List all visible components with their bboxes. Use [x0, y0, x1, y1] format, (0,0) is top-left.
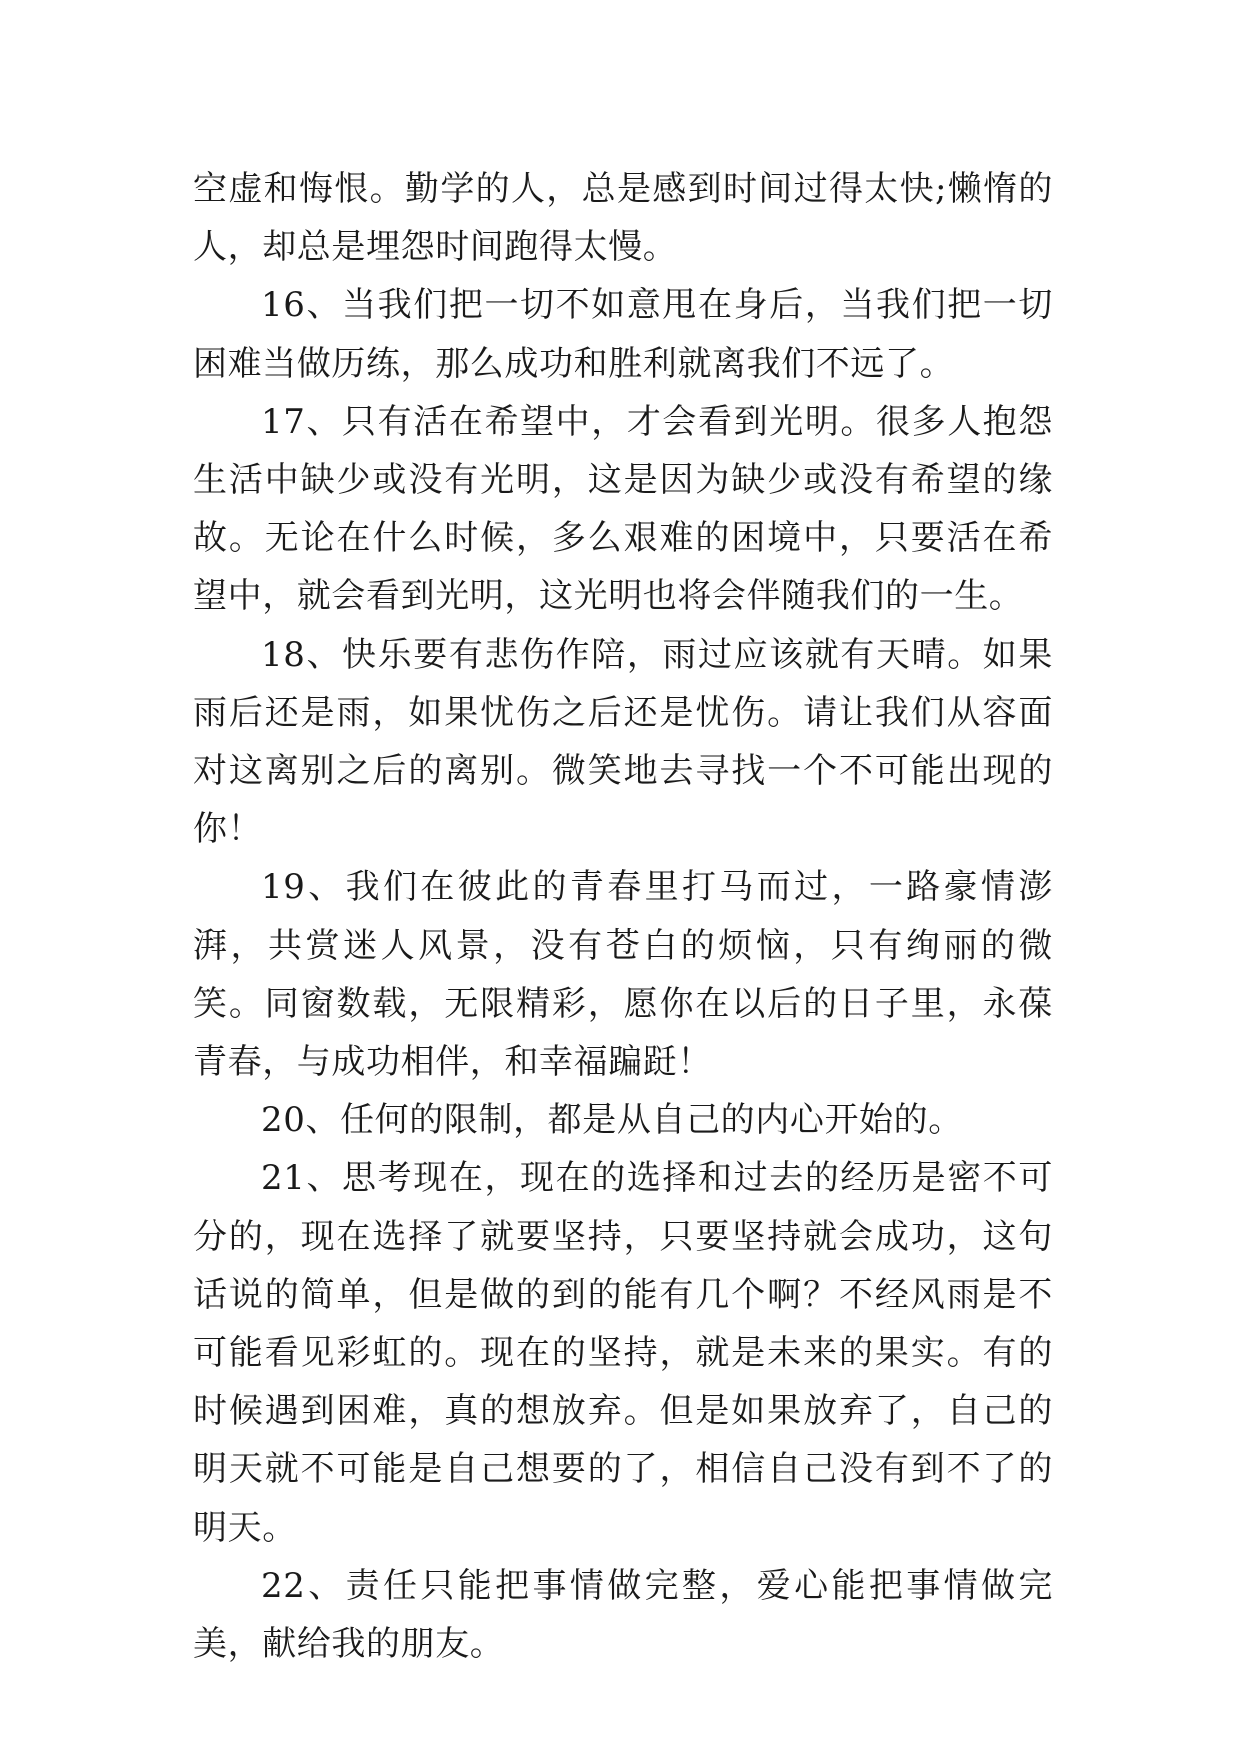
paragraph-continuation: 空虚和悔恨。勤学的人，总是感到时间过得太快;懒惰的人，却总是埋怨时间跑得太慢。: [193, 169, 1053, 268]
paragraph-19: 19、我们在彼此的青春里打马而过，一路豪情澎湃，共赏迷人风景，没有苍白的烦恼，只有绚丽的微笑。同窗数载，无限精彩，愿你在以后的日子里，永葆青春，与成功相伴，和幸福蹁跹！: [193, 867, 1053, 1083]
paragraph-18: 18、快乐要有悲伤作陪，雨过应该就有天晴。如果雨后还是雨，如果忧伤之后还是忧伤。请让我们从容面对这离别之后的离别。微笑地去寻找一个不可能出现的你！: [193, 634, 1053, 850]
paragraph-21: 21、思考现在，现在的选择和过去的经历是密不可分的，现在选择了就要坚持，只要坚持就会成功，这句话说的简单，但是做的到的能有几个啊？不经风雨是不可能看见彩虹的。现在的坚持，就是未来的果实。有的时候遇到困难，真的想放弃。但是如果放弃了，自己的明天就不可能是自己想要的了，相信自己没有到不了的明天。: [193, 1158, 1053, 1548]
paragraph-16: 16、当我们把一切不如意甩在身后，当我们把一切困难当做历练，那么成功和胜利就离我们不远了。: [193, 285, 1053, 384]
document-body: [193, 160, 1053, 1673]
paragraph-17: 17、只有活在希望中，才会看到光明。很多人抱怨生活中缺少或没有光明，这是因为缺少或没有希望的缘故。无论在什么时候，多么艰难的困境中，只要活在希望中，就会看到光明，这光明也将会伴随我们的一生。: [193, 401, 1053, 617]
paragraph-22: 22、责任只能把事情做完整，爱心能把事情做完美，献给我的朋友。: [193, 1565, 1053, 1665]
paragraph-20: 20、任何的限制，都是从自己的内心开始的。: [261, 1100, 963, 1141]
